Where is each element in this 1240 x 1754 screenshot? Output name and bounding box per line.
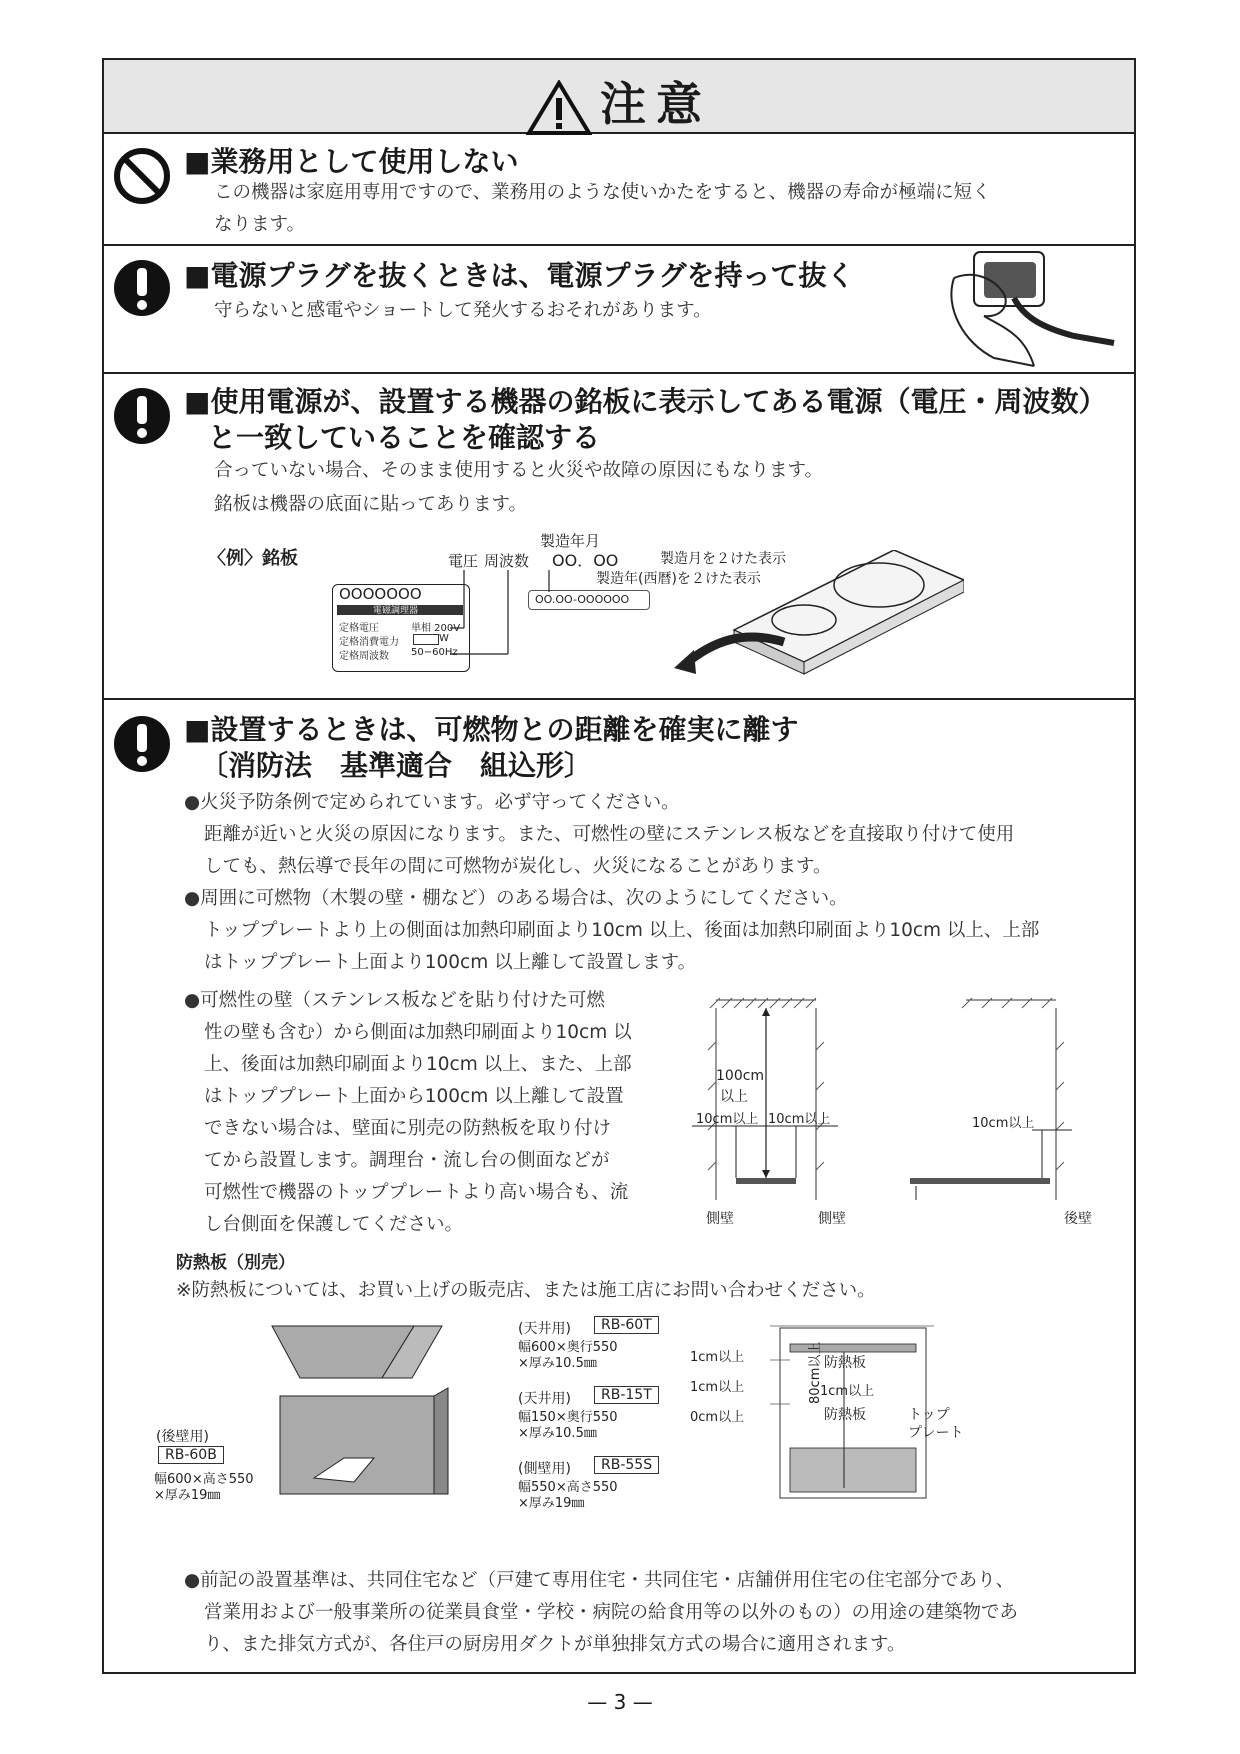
bullet-line: 距離が近いと火災の原因になります。また、可燃性の壁にステンレス板などを直接取り付けて使用 bbox=[204, 824, 1015, 845]
p2-use: (天井用) bbox=[518, 1391, 571, 1407]
section-title-line2: 〔消防法 基準適合 組込形〕 bbox=[200, 749, 593, 782]
label-over: 以上 bbox=[720, 1089, 748, 1105]
heat-shield-title: 防熱板（別売） bbox=[176, 1253, 295, 1273]
p4-model: RB-60B bbox=[158, 1446, 224, 1464]
voltage-label: 電圧 bbox=[448, 552, 479, 570]
section-text-line: この機器は家庭用専用ですので、業務用のような使いかたをすると、機器の寿命が極端に短く bbox=[214, 182, 991, 203]
mandatory-icon bbox=[112, 386, 172, 446]
bullet-line: トッププレートより上の側面は加熱印刷面より10cm 以上、後面は加熱印刷面より10cm 以上、上部 bbox=[204, 920, 1040, 941]
mfg-date-label: 製造年月 bbox=[540, 532, 601, 550]
bullet-line: 性の壁も含む）から側面は加熱印刷面より10cm 以 bbox=[204, 1022, 632, 1043]
section-text-line: なります。 bbox=[214, 214, 306, 235]
prohibited-icon bbox=[112, 146, 172, 206]
p1-thick: ×厚み10.5㎜ bbox=[518, 1356, 597, 1371]
bullet-line: ●前記の設置基準は、共同住宅など（戸建て専用住宅・共同住宅・店舗併用住宅の住宅部分であり、 bbox=[184, 1570, 1015, 1591]
p4-use: (後壁用) bbox=[156, 1429, 209, 1445]
example-label: 〈例〉銘板 bbox=[208, 548, 298, 569]
p2-thick: ×厚み10.5㎜ bbox=[518, 1426, 597, 1441]
mfg-code: OO．OO bbox=[552, 551, 619, 570]
p2-model: RB-15T bbox=[594, 1386, 659, 1404]
warning-triangle-icon bbox=[526, 80, 592, 136]
p3-thick: ×厚み19㎜ bbox=[518, 1496, 585, 1511]
label-back-wall: 後壁 bbox=[1064, 1211, 1092, 1227]
mfg-year-label: 製造年(西暦)を２けた表示 bbox=[596, 571, 761, 587]
section-title: ■業務用として使用しない bbox=[184, 145, 519, 178]
label-side-wall-left: 側壁 bbox=[706, 1211, 734, 1227]
bullet-line: 営業用および一般事業所の従業員食堂・学校・病院の給食用等の以外のもの）の用途の建築物であ bbox=[204, 1602, 1019, 1623]
bullet-line: ●可燃性の壁（ステンレス板などを貼り付けた可燃 bbox=[184, 990, 605, 1011]
section-title: ■電源プラグを抜くときは、電源プラグを持って抜く bbox=[184, 259, 855, 292]
bullet-line: し台側面を保護してください。 bbox=[204, 1214, 464, 1235]
plate-row3-key: 定格周波数 bbox=[339, 651, 389, 662]
section-title-line1: ■使用電源が、設置する機器の銘板に表示してある電源（電圧・周波数） bbox=[184, 385, 1107, 418]
section-power-check bbox=[104, 374, 1134, 700]
section-text-line: 合っていない場合、そのまま使用すると火災や故障の原因にもなります。 bbox=[214, 460, 824, 481]
cab-label-g: 防熱板 bbox=[824, 1407, 866, 1423]
plate-row1-value: 単相 200V bbox=[411, 623, 461, 634]
cooktop-illustration bbox=[674, 550, 964, 690]
p1-use: (天井用) bbox=[518, 1321, 571, 1337]
bullet-line: 可燃性で機器のトッププレートより高い場合も、流 bbox=[204, 1182, 629, 1203]
bullet-line: ●周囲に可燃物（木製の壁・棚など）のある場合は、次のようにしてください。 bbox=[184, 888, 848, 909]
plate-device: 電磁調理器 bbox=[373, 606, 419, 616]
label-100cm: 100cm bbox=[716, 1068, 765, 1084]
mandatory-icon bbox=[112, 714, 172, 774]
plate-code: OOOOOOO bbox=[339, 585, 422, 603]
caution-header bbox=[104, 60, 1134, 134]
plate-row3-value: 50−60Hz bbox=[411, 647, 458, 658]
plate-serial: OO.OO-OOOOOO bbox=[535, 593, 630, 606]
p2-dims: 幅150×奥行550 bbox=[518, 1410, 618, 1425]
bullet-line: り、また排気方式が、各住戸の厨房用ダクトが単独排気方式の場合に適用されます。 bbox=[204, 1634, 906, 1655]
cab-label-f: 1cm以上 bbox=[820, 1384, 875, 1399]
p3-model: RB-55S bbox=[594, 1456, 659, 1474]
p3-dims: 幅550×高さ550 bbox=[518, 1480, 618, 1495]
bullet-line: てから設置します。調理台・流し台の側面などが bbox=[204, 1150, 610, 1171]
page-number: — 3 — bbox=[587, 1690, 653, 1714]
p4-dims: 幅600×高さ550 bbox=[154, 1472, 254, 1487]
section-unplug bbox=[104, 246, 1134, 374]
bullet-line: はトッププレート上面より100cm 以上離して設置します。 bbox=[204, 952, 697, 973]
label-10cm-left: 10cm以上 bbox=[696, 1112, 759, 1127]
plate-row2-key: 定格消費電力 bbox=[339, 637, 399, 648]
bullet-line: 上、後面は加熱印刷面より10cm 以上、また、上部 bbox=[204, 1054, 632, 1075]
heat-shield-panels-illustration bbox=[264, 1318, 474, 1518]
label-10cm-back: 10cm以上 bbox=[972, 1116, 1035, 1131]
cab-label-d: 80cm以上 bbox=[808, 1341, 823, 1404]
section-title-line2: と一致していることを確認する bbox=[208, 421, 601, 454]
heat-shield-note: ※防熱板については、お買い上げの販売店、または施工店にお問い合わせください。 bbox=[176, 1280, 876, 1301]
p3-use: (側壁用) bbox=[518, 1461, 571, 1477]
section-clearance bbox=[104, 700, 1134, 1674]
bullet-line: ●火災予防条例で定められています。必ず守ってください。 bbox=[184, 792, 680, 813]
header-title bbox=[104, 68, 1134, 136]
label-side-wall-right: 側壁 bbox=[818, 1211, 846, 1227]
plate-row1-key: 定格電圧 bbox=[339, 623, 379, 634]
cab-label-h: トップ bbox=[908, 1407, 950, 1423]
cab-label-c: 0cm以上 bbox=[690, 1410, 745, 1425]
frequency-label: 周波数 bbox=[484, 552, 530, 570]
p4-thick: ×厚み19㎜ bbox=[154, 1488, 221, 1503]
label-10cm-right: 10cm以上 bbox=[768, 1112, 831, 1127]
bullet-line: はトッププレート上面から100cm 以上離して設置 bbox=[204, 1086, 624, 1107]
mfg-month-label: 製造月を２けた表示 bbox=[660, 551, 786, 567]
p1-model: RB-60T bbox=[594, 1316, 659, 1334]
cab-label-e: 防熱板 bbox=[824, 1355, 866, 1371]
p1-dims: 幅600×奥行550 bbox=[518, 1340, 618, 1355]
bullet-line: しても、熱伝導で長年の間に可燃物が炭化し、火災になることがあります。 bbox=[204, 856, 832, 877]
section-text-line: 守らないと感電やショートして発火するおそれがあります。 bbox=[214, 300, 712, 321]
section-text-line: 銘板は機器の底面に貼ってあります。 bbox=[214, 494, 528, 515]
mandatory-icon bbox=[112, 258, 172, 318]
cab-label-b: 1cm以上 bbox=[690, 1380, 745, 1395]
section-no-commercial-use bbox=[104, 132, 1134, 246]
cab-label-i: プレート bbox=[908, 1425, 964, 1441]
hand-unplug-illustration bbox=[944, 248, 1124, 368]
plate-row2-value: W bbox=[439, 633, 449, 644]
header-title-text: 注意 bbox=[600, 77, 712, 131]
cab-label-a: 1cm以上 bbox=[690, 1350, 745, 1365]
bullet-line: できない場合は、壁面に別売の防熱板を取り付け bbox=[204, 1118, 612, 1139]
caution-frame bbox=[102, 58, 1136, 1674]
section-title-line1: ■設置するときは、可燃物との距離を確実に離す bbox=[184, 713, 799, 746]
